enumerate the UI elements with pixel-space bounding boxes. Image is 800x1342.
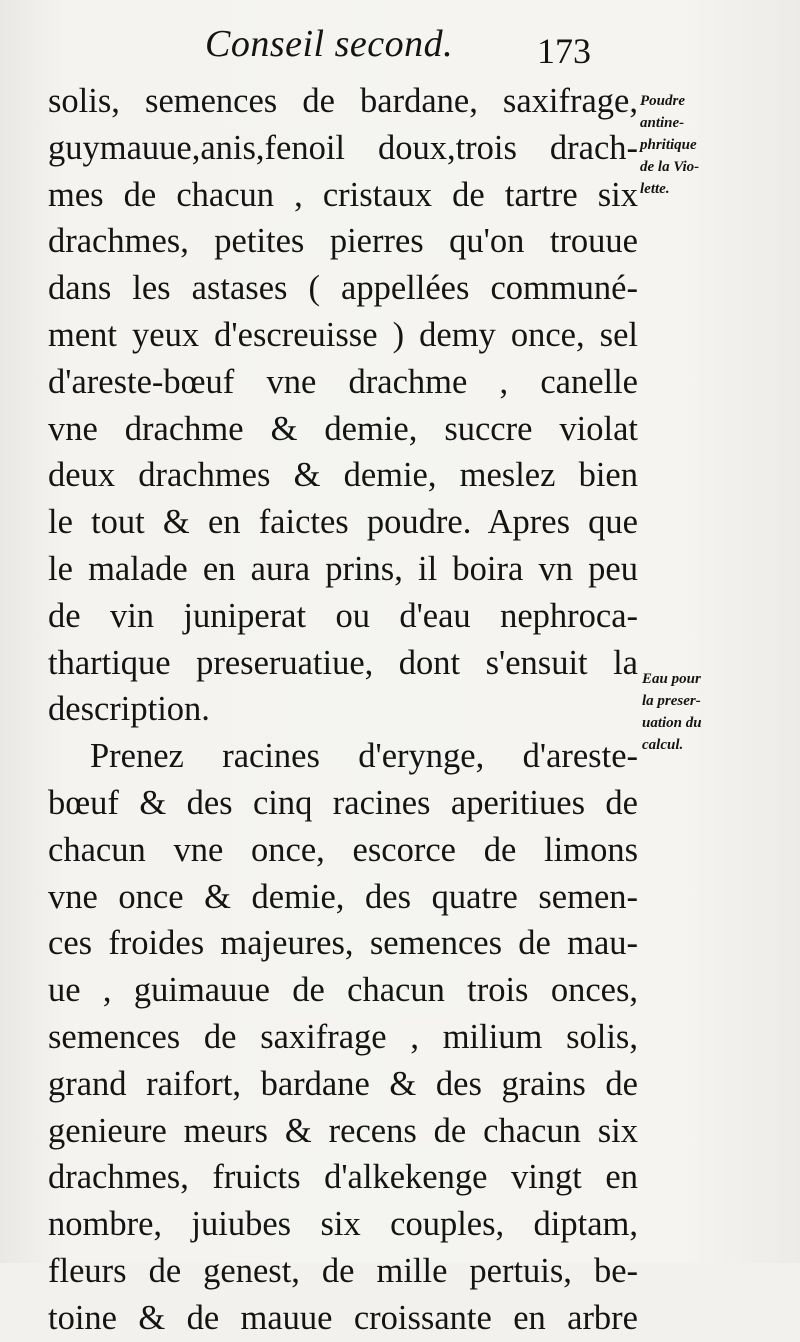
text-line: drachmes, petites pierres qu'on trouue [48,222,638,261]
margin-note-line: Eau pour [642,671,701,687]
text-line: thartique preseruatiue, dont s'ensuit la [48,643,638,682]
text-line: ment yeux d'escreuisse ) demy once, sel [48,315,638,354]
text-line: vne once & demie, des quatre semen- [48,877,638,916]
text-line: dans les astases ( appellées communé- [48,269,638,308]
text-line: d'areste-bœuf vne drachme , canelle [48,362,638,401]
text-line: deux drachmes & demie, meslez bien [48,456,638,495]
text-line: guymauue,anis,fenoil doux,trois drach- [48,128,638,167]
margin-note-line: de la Vio- [640,159,700,175]
text-line: chacun vne once, escorce de limons [48,830,638,869]
text-line: drachmes, fruicts d'alkekenge vingt en [48,1158,638,1197]
text-line: grand raifort, bardane & des grains de [48,1064,638,1103]
margin-note-line: uation du [642,715,702,731]
text-line: vne drachme & demie, succre violat [48,409,638,448]
margin-note-line: phritique [640,137,697,153]
text-line: Prenez racines d'erynge, d'areste- [90,737,638,776]
text-line: semences de saxifrage , milium solis, [48,1017,638,1056]
text-line: nombre, juiubes six couples, diptam, [48,1205,638,1244]
text-line: bœuf & des cinq racines aperitiues de [48,783,638,822]
margin-note-line: lette. [640,181,670,197]
body-text [48,78,638,1342]
text-line: mes de chacun , cristaux de tartre six [48,175,638,214]
text-line: ue , guimauue de chacun trois onces, [48,971,638,1010]
margin-note-line: calcul. [642,737,684,753]
text-line: de vin juniperat ou d'eau nephroca- [48,596,638,635]
text-line: toine & de mauue croissante en arbre [48,1298,638,1337]
text-line: le tout & en faictes poudre. Apres que [48,503,638,542]
margin-note-poudre [640,90,740,200]
margin-note-eau [642,668,762,756]
text-line: description. [48,690,210,729]
margin-note-line: la preser- [642,693,701,709]
margin-note-line: Poudre [640,93,685,109]
page-number: 173 [537,31,591,71]
margin-note-line: antine- [640,115,685,131]
running-title: Conseil second. [205,23,454,65]
text-line: le malade en aura prins, il boira vn peu [48,549,638,588]
text-line: solis, semences de bardane, saxifrage, [48,82,638,120]
text-line: fleurs de genest, de mille pertuis, be- [48,1251,638,1290]
text-line: genieure meurs & recens de chacun six [48,1111,638,1150]
text-line: ces froides majeures, semences de mau- [48,924,638,963]
